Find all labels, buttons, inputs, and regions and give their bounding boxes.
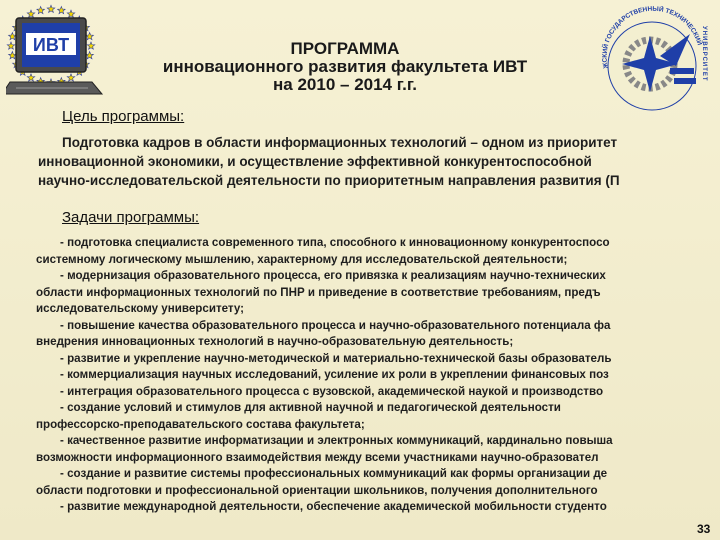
task-line: - подготовка специалиста современного типа, способного к инновационному конкурентоспосо [60, 236, 610, 249]
star-icon [86, 32, 94, 39]
star-icon [47, 5, 55, 12]
task-line: профессорско-преподавательского состава факультета; [36, 417, 365, 431]
page-number: 33 [697, 522, 711, 536]
task-line: - модернизация образовательного процесса, его привязка к реализациям научно-технических [60, 269, 606, 282]
star-icon [37, 6, 45, 13]
task-line: области подготовки и профессиональной ориентации школьников, получения дополнительного [36, 483, 598, 497]
title-line-3: на 2010 – 2014 г.г. [273, 75, 417, 94]
task-line: области информационных технологий по ПНР и приведение в соответствие требованиям, предъ [36, 285, 601, 299]
goal-line: инновационной экономики, и осуществление эффективной конкурентоспособной [38, 154, 592, 169]
title-line-2: инновационного развития факультета ИВТ [162, 57, 528, 76]
star-icon [9, 52, 17, 59]
star-icon [27, 10, 35, 17]
task-line: - качественное развитие информатизации и электронных коммуникаций, кардинально повыша [60, 434, 613, 447]
star-icon [86, 52, 94, 59]
goal-line: Подготовка кадров в области информационных технологий – одном из приоритет [62, 135, 618, 150]
tasks-heading: Задачи программы: [62, 209, 200, 226]
star-icon [67, 74, 75, 81]
task-line: - интеграция образовательного процесса с вузовской, академической наукой и производство [60, 384, 604, 398]
task-line: - создание условий и стимулов для активной научной и педагогической деятельности [60, 401, 561, 414]
goal-text [38, 133, 720, 190]
star-icon [87, 42, 95, 49]
task-line: системному логическому мышлению, характерному для исследовательской деятельности; [36, 252, 568, 266]
task-line: - создание и развитие системы профессиональных коммуникаций как формы организации де [60, 467, 608, 480]
university-emblem [590, 6, 716, 118]
task-line: внедрения инновационных технологий в научно-образовательную деятельность; [36, 335, 514, 348]
task-line: - повышение качества образовательного процесса и научно-образовательного потенциала фа [60, 318, 611, 332]
star-icon [7, 42, 15, 49]
star-icon [58, 6, 66, 13]
task-line: возможности информационного взаимодействия между всеми участниками научно-образовател [36, 450, 599, 464]
emblem-side-text: УНИВЕРСИТЕТ [701, 26, 707, 82]
task-line: исследовательскому университету; [36, 302, 245, 315]
task-line: - коммерциализация научных исследований, усиление их роли в укреплении финансовых поз [60, 368, 609, 381]
task-line: - развитие и укрепление научно-методической и материально-технической базы образователь [60, 351, 612, 365]
emblem-arc-text: ЖСКИЙ ГОСУДАРСТВЕННЫЙ ТЕХНИЧЕСКИЙ [601, 6, 703, 69]
goal-heading: Цель программы: [62, 108, 185, 125]
ivt-logo [6, 4, 108, 100]
star-icon [67, 10, 75, 17]
tasks-list [36, 235, 720, 516]
task-line: - развитие международной деятельности, обеспечение академической мобильности студенто [60, 500, 607, 513]
goal-line: научно-исследовательской деятельности по приоритетным направления развития (П [38, 173, 620, 188]
star-icon [27, 74, 35, 81]
title-line-1: ПРОГРАММА [290, 39, 400, 58]
page-title [110, 40, 580, 94]
star-icon [9, 32, 17, 39]
logo-text: ИВТ [32, 35, 70, 55]
